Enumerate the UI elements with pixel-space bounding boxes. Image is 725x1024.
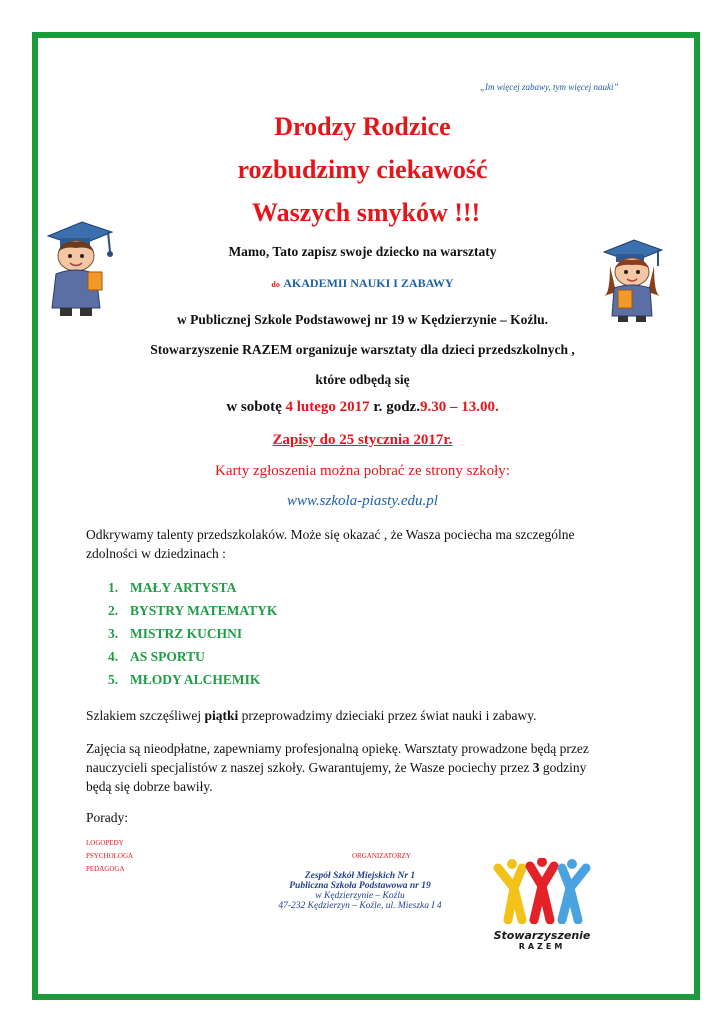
friday-before: Szlakiem szczęśliwej <box>86 708 205 723</box>
list-item-name: MAŁY ARTYSTA <box>130 580 237 595</box>
free-line-1: Zajęcia są nieodpłatne, zapewniamy profesjonalną opiekę. Warsztaty prowadzone będą przez <box>86 741 589 756</box>
list-item-number: 3. <box>108 626 119 641</box>
advisor-1: LOGOPEDY <box>86 839 124 847</box>
list-item <box>108 645 277 668</box>
academy-line <box>0 275 725 291</box>
registration-deadline: Zapisy do 25 stycznia 2017r. <box>272 432 453 448</box>
date-line <box>0 399 725 416</box>
list-item-name: MISTRZ KUCHNI <box>130 626 243 641</box>
held-line: które odbędą się <box>315 372 410 387</box>
advice-label: Porady: <box>86 810 128 825</box>
title-line-1: Drodzy Rodzice <box>274 112 451 141</box>
advisor-3: PEDAGOGA <box>86 865 125 873</box>
school-org-line-4: 47-232 Kędzierzyn – Koźle, ul. Mieszka I 4 <box>278 901 442 911</box>
logo-line-2: RAZEM <box>518 942 566 951</box>
free-line-3: będą się dobrze bawiły. <box>86 779 213 794</box>
razem-logo <box>492 858 592 951</box>
date-value: 4 lutego 2017 <box>285 399 370 415</box>
website-link[interactable]: www.szkola-piasty.edu.pl <box>287 493 438 509</box>
date-r: r. <box>373 399 383 415</box>
time-godz: godz. <box>386 399 420 415</box>
motto: „Im więcej zabawy, tym więcej nauki” <box>480 82 619 92</box>
free-line-2 <box>86 760 586 776</box>
school-organizer <box>255 871 465 911</box>
title-line-2: rozbudzimy ciekawość <box>237 155 488 184</box>
logo-line-1: Stowarzyszenie <box>493 929 591 942</box>
friday-bold: piątki <box>204 708 239 723</box>
forms-line: Karty zgłoszenia można pobrać ze strony szkoły: <box>215 463 510 479</box>
school-org-line-1: Zespół Szkół Miejskich Nr 1 <box>304 871 416 881</box>
date-end: . <box>494 399 499 415</box>
organizer-line: Stowarzyszenie RAZEM organizuje warsztaty dla dzieci przedszkolnych , <box>150 342 575 357</box>
school-org-line-2: Publiczna Szkoła Podstawowa nr 19 <box>289 881 431 891</box>
academy-prefix: do <box>271 280 280 289</box>
time-value: 9.30 – 13.00 <box>419 399 495 415</box>
list-item-number: 4. <box>108 649 119 664</box>
organizers-label: ORGANIZATORZY <box>352 852 411 860</box>
free-line-2-after: godziny <box>539 760 587 775</box>
list-item-name: MŁODY ALCHEMIK <box>130 672 261 687</box>
title-line-3: Waszych smyków !!! <box>252 198 481 227</box>
friday-after: przeprowadzimy dzieciaki przez świat nauki i zabawy. <box>238 708 537 723</box>
list-item-name: BYSTRY MATEMATYK <box>130 603 278 618</box>
free-line-2-before: nauczycieli specjalistów z naszej szkoły. Gwarantujemy, że Wasze pociechy przez <box>86 760 533 775</box>
list-item <box>108 668 277 691</box>
list-item-name: AS SPORTU <box>130 649 205 664</box>
advisor-2: PSYCHOLOGA <box>86 852 134 860</box>
razem-figures-icon <box>492 858 592 924</box>
intro-line-1: Odkrywamy talenty przedszkolaków. Może się okazać , że Wasza pociecha ma szczególne <box>86 527 575 542</box>
free-line-2-bold: 3 <box>532 760 540 775</box>
list-item-number: 2. <box>108 603 119 618</box>
friday-line <box>86 708 536 724</box>
list-item <box>108 576 277 599</box>
category-list <box>108 576 277 691</box>
list-item-number: 5. <box>108 672 119 687</box>
list-item <box>108 599 277 622</box>
invite-line: Mamo, Tato zapisz swoje dziecko na warsztaty <box>228 244 497 259</box>
school-line: w Publicznej Szkole Podstawowej nr 19 w Kędzierzynie – Koźlu. <box>177 312 548 327</box>
date-prefix: w sobotę <box>226 399 282 415</box>
list-item-number: 1. <box>108 580 119 595</box>
intro-line-2: zdolności w dziedzinach : <box>86 546 226 561</box>
list-item <box>108 622 277 645</box>
boy-graduate-illustration <box>42 208 120 320</box>
academy-name: AKADEMII NAUKI I ZABAWY <box>283 276 454 290</box>
school-org-line-3: w Kędzierzynie – Koźlu <box>315 891 405 901</box>
